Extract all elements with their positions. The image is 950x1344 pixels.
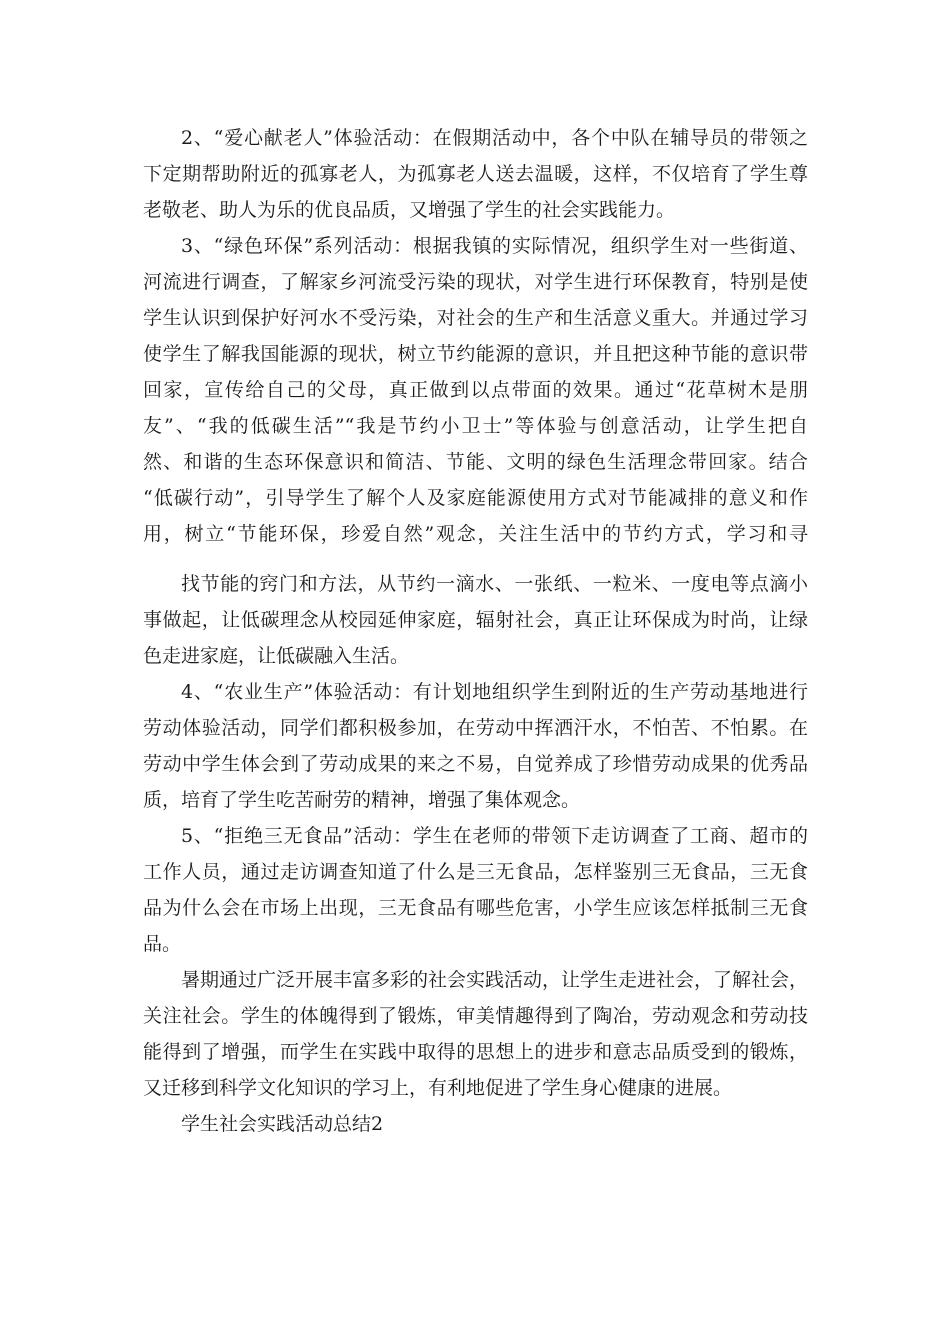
text-line: 工作人员，通过走访调查知道了什么是三无食品，怎样鉴别三无食品，三无食 <box>143 861 808 883</box>
text-line: 4、“农业生产”体验活动：有计划地组织学生到附近的生产劳动基地进行 <box>181 681 808 703</box>
text-line: 品。 <box>143 933 182 955</box>
text-line: 又迁移到科学文化知识的学习上，有利地促进了学生身心健康的进展。 <box>143 1077 733 1099</box>
text-line: 2、“爱心献老人”体验活动：在假期活动中，各个中队在辅导员的带领之 <box>181 127 808 149</box>
text-line: 能得到了增强，而学生在实践中取得的思想上的进步和意志品质受到的锻炼， <box>143 1041 808 1063</box>
text-line: 下定期帮助附近的孤寡老人，为孤寡老人送去温暖，这样，不仅培育了学生尊 <box>143 163 808 185</box>
text-line: 学生认识到保护好河水不受污染，对社会的生产和生活意义重大。并通过学习 <box>143 307 808 329</box>
text-line: 回家，宣传给自己的父母，真正做到以点带面的效果。通过“花草树木是朋 <box>143 379 808 401</box>
text-line: 找节能的窍门和方法，从节约一滴水、一张纸、一粒米、一度电等点滴小 <box>181 573 808 595</box>
text-line: 品为什么会在市场上出现，三无食品有哪些危害，小学生应该怎样抵制三无食 <box>143 897 808 919</box>
text-line: 关注社会。学生的体魄得到了锻炼，审美情趣得到了陶冶，劳动观念和劳动技 <box>143 1005 808 1027</box>
text-line: 劳动中学生体会到了劳动成果的来之不易，自觉养成了珍惜劳动成果的优秀品 <box>143 753 808 775</box>
text-line: 友”、“我的低碳生活”“我是节约小卫士”等体验与创意活动，让学生把自 <box>143 415 808 437</box>
text-line: 老敬老、助人为乐的优良品质，又增强了学生的社会实践能力。 <box>143 199 676 221</box>
text-line: 用，树立“节能环保，珍爱自然”观念，关注生活中的节约方式，学习和寻 <box>143 523 808 545</box>
text-line: 暑期通过广泛开展丰富多彩的社会实践活动，让学生走进社会，了解社会， <box>181 969 809 991</box>
text-line: 然、和谐的生态环保意识和简洁、节能、文明的绿色生活理念带回家。结合 <box>143 451 808 473</box>
text-line: “低碳行动”，引导学生了解个人及家庭能源使用方式对节能减排的意义和作 <box>143 487 808 509</box>
text-line: 3、“绿色环保”系列活动：根据我镇的实际情况，组织学生对一些街道、 <box>181 235 808 257</box>
text-line: 使学生了解我国能源的现状，树立节约能源的意识，并且把这种节能的意识带 <box>143 343 808 365</box>
text-line: 事做起，让低碳理念从校园延伸家庭，辐射社会，真正让环保成为时尚，让绿 <box>143 609 808 631</box>
section-heading: 学生社会实践活动总结2 <box>181 1113 384 1135</box>
text-line: 河流进行调查，了解家乡河流受污染的现状，对学生进行环保教育，特别是使 <box>143 271 808 293</box>
text-line: 劳动体验活动，同学们都积极参加，在劳动中挥洒汗水，不怕苦、不怕累。在 <box>143 717 808 739</box>
text-line: 5、“拒绝三无食品”活动：学生在老师的带领下走访调查了工商、超市的 <box>181 825 808 847</box>
text-line: 质，培育了学生吃苦耐劳的精神，增强了集体观念。 <box>143 789 581 811</box>
text-line: 色走进家庭，让低碳融入生活。 <box>143 645 410 667</box>
